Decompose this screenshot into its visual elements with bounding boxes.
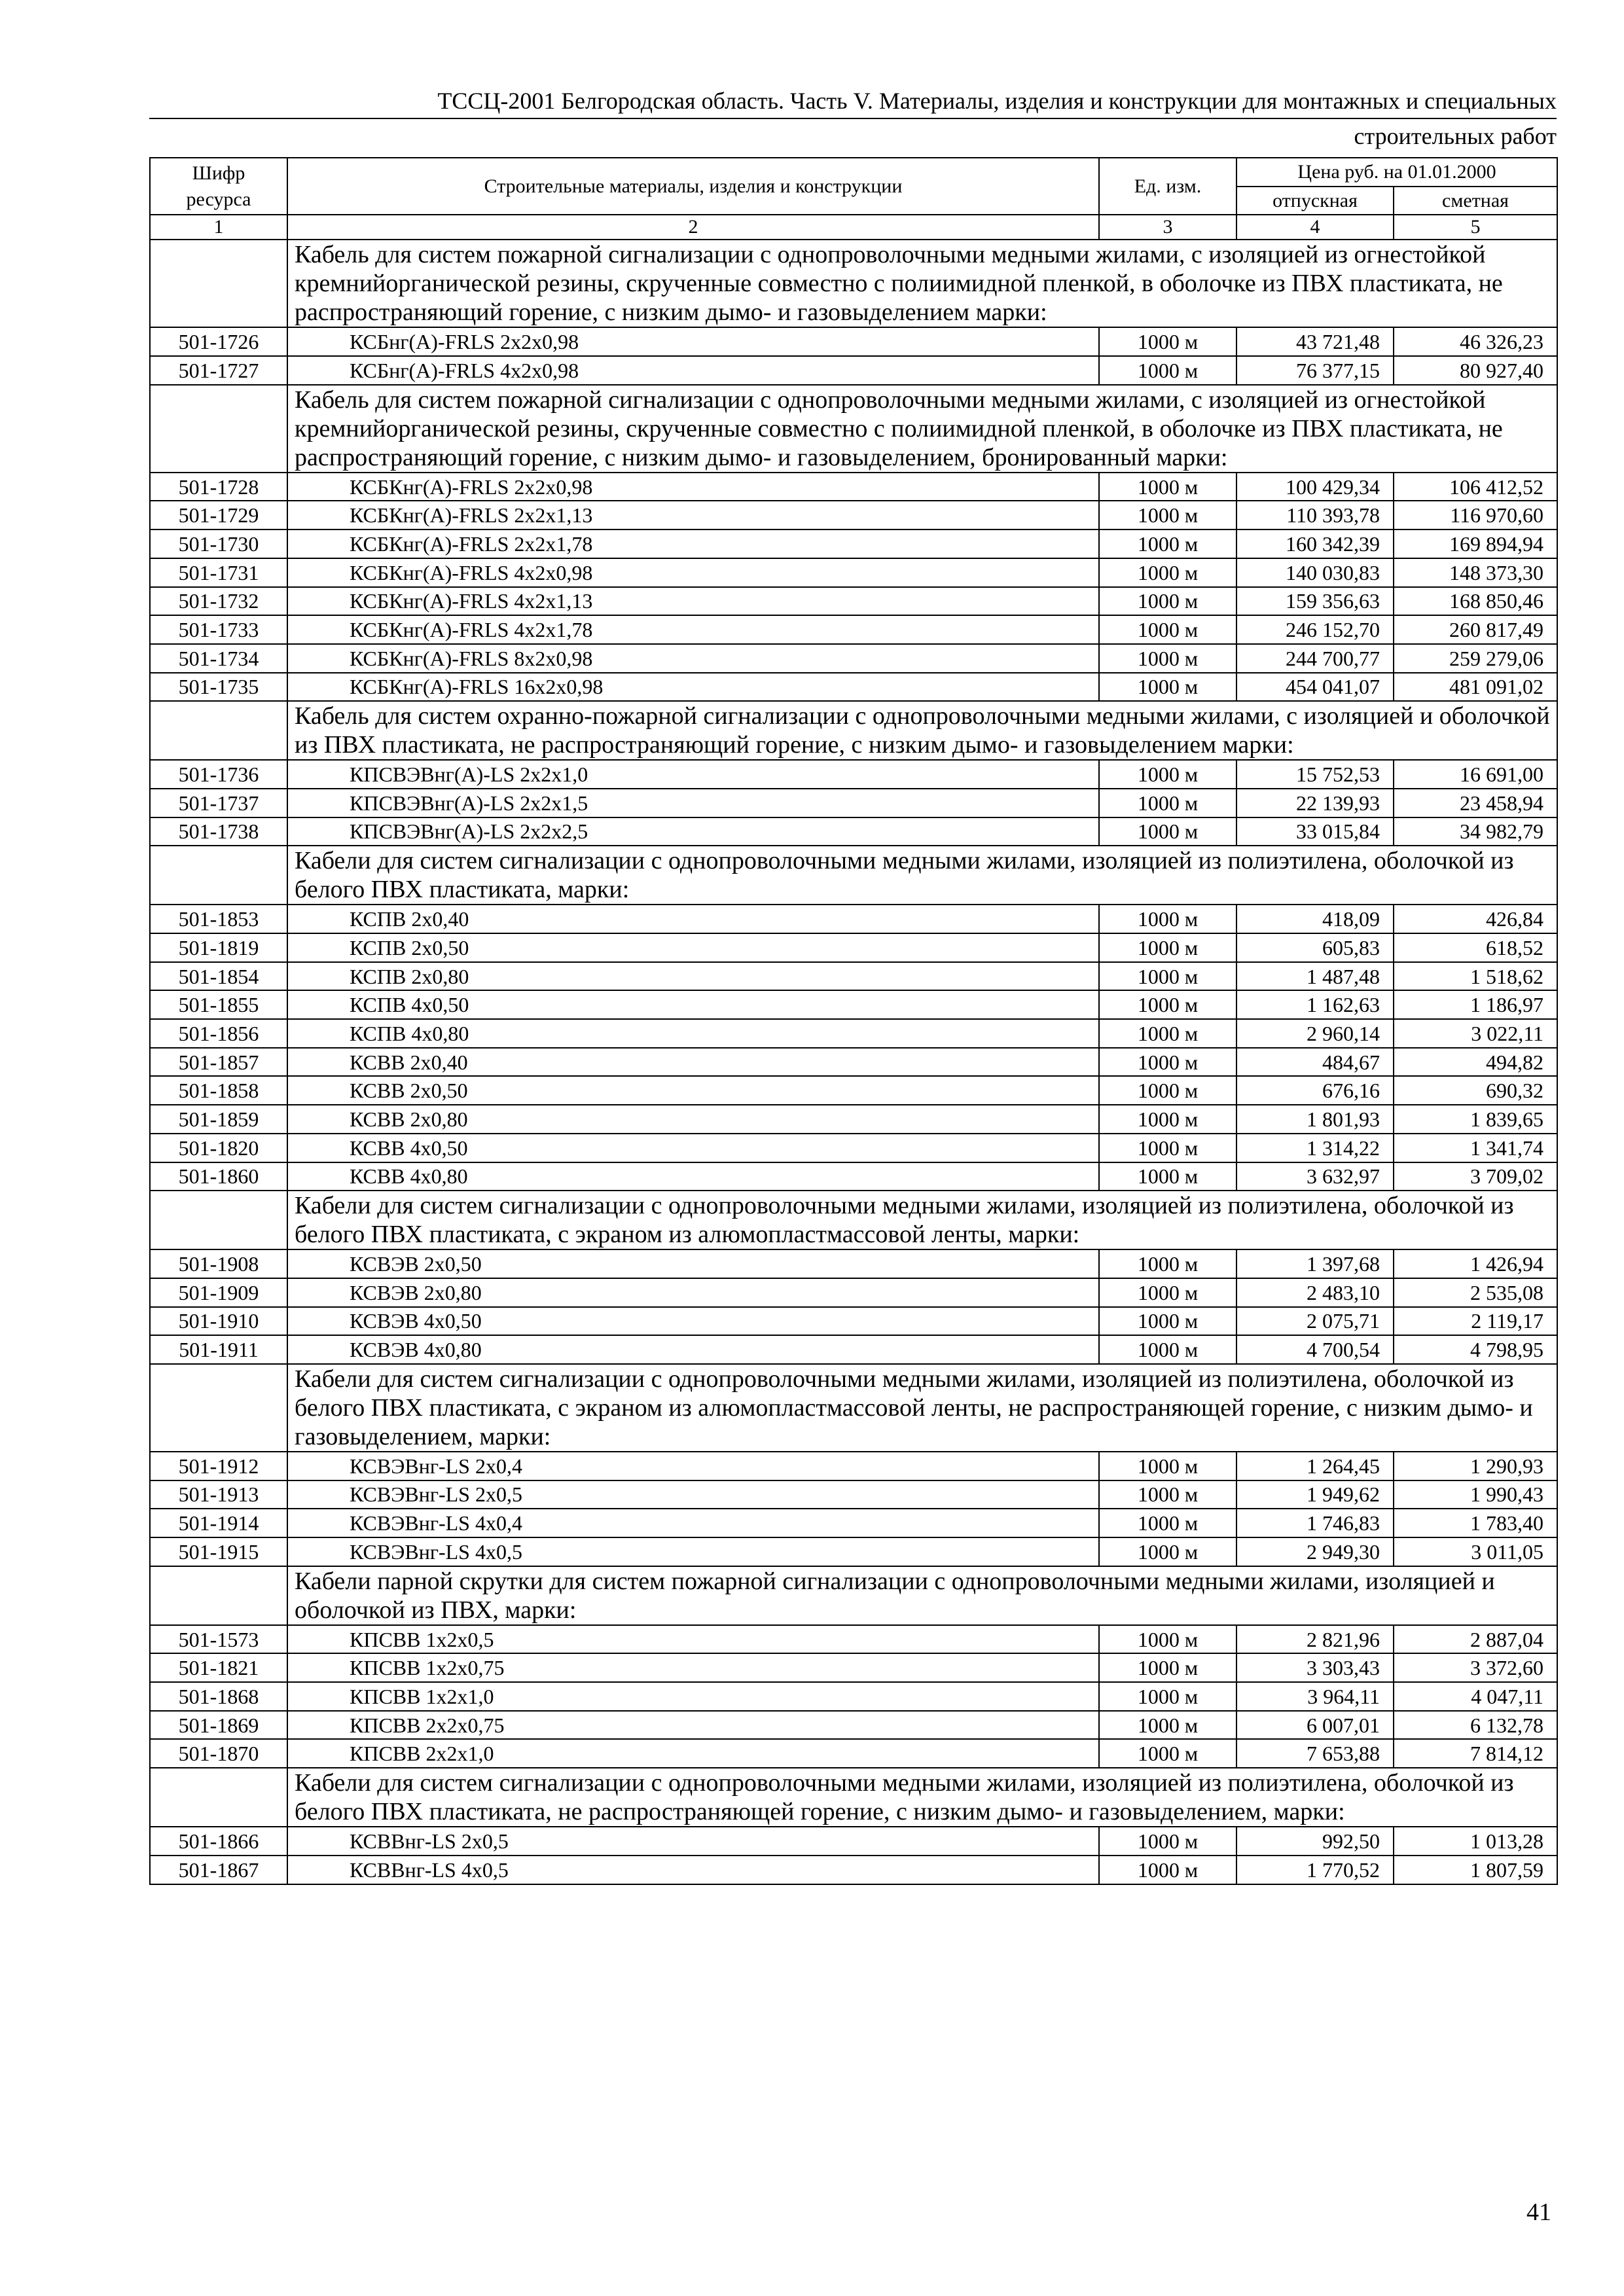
unit-cell: 1000 м bbox=[1099, 990, 1236, 1019]
unit-cell: 1000 м bbox=[1099, 587, 1236, 616]
release-price: 22 139,93 bbox=[1236, 789, 1394, 817]
unit-cell: 1000 м bbox=[1099, 817, 1236, 846]
unit-cell: 1000 м bbox=[1099, 1827, 1236, 1856]
release-price: 454 041,07 bbox=[1236, 673, 1394, 702]
estimate-price: 618,52 bbox=[1394, 933, 1557, 962]
release-price: 33 015,84 bbox=[1236, 817, 1394, 846]
resource-code: 501-1856 bbox=[150, 1019, 287, 1048]
estimate-price: 1 990,43 bbox=[1394, 1480, 1557, 1509]
section-header-row bbox=[150, 1768, 1557, 1827]
material-name: КСБКнг(А)-FRLS 4х2х1,78 bbox=[287, 615, 1099, 644]
material-name: КСВВ 2х0,80 bbox=[287, 1105, 1099, 1134]
unit-cell: 1000 м bbox=[1099, 1452, 1236, 1480]
release-price: 2 821,96 bbox=[1236, 1625, 1394, 1654]
release-price: 1 397,68 bbox=[1236, 1249, 1394, 1278]
table-row bbox=[150, 990, 1557, 1019]
table-row bbox=[150, 962, 1557, 991]
unit-cell: 1000 м bbox=[1099, 1162, 1236, 1191]
table-body bbox=[150, 240, 1557, 1884]
release-price: 1 162,63 bbox=[1236, 990, 1394, 1019]
table-row bbox=[150, 356, 1557, 385]
estimate-price: 4 798,95 bbox=[1394, 1335, 1557, 1364]
unit-cell: 1000 м bbox=[1099, 933, 1236, 962]
section-code-cell bbox=[150, 385, 287, 473]
release-price: 3 303,43 bbox=[1236, 1653, 1394, 1682]
section-description: Кабель для систем пожарной сигнализации с однопроволочными медными жилами, с изоляцией из огнестойкой кремнийорганической резины, скрученные совместно с полиимидной пленкой, в оболочке из ПВХ пластиката, не распространяющий горение, с низким дымо- и газовыделением, бронированный марки: bbox=[287, 385, 1557, 473]
resource-code: 501-1727 bbox=[150, 356, 287, 385]
unit-cell: 1000 м bbox=[1099, 1509, 1236, 1537]
resource-code: 501-1735 bbox=[150, 673, 287, 702]
unit-cell: 1000 м bbox=[1099, 615, 1236, 644]
estimate-price: 4 047,11 bbox=[1394, 1682, 1557, 1711]
unit-cell: 1000 м bbox=[1099, 1307, 1236, 1336]
col-header-code: Шифр ресурса bbox=[150, 158, 287, 215]
unit-cell: 1000 м bbox=[1099, 1739, 1236, 1768]
unit-cell: 1000 м bbox=[1099, 356, 1236, 385]
resource-code: 501-1819 bbox=[150, 933, 287, 962]
resource-code: 501-1867 bbox=[150, 1856, 287, 1884]
table-row bbox=[150, 1307, 1557, 1336]
material-name: КСВЭВнг-LS 4х0,4 bbox=[287, 1509, 1099, 1537]
estimate-price: 2 887,04 bbox=[1394, 1625, 1557, 1654]
unit-cell: 1000 м bbox=[1099, 1076, 1236, 1105]
material-name: КСВВ 2х0,50 bbox=[287, 1076, 1099, 1105]
section-description: Кабели для систем сигнализации с однопроволочными медными жилами, изоляцией из полиэтилена, оболочкой из белого ПВХ пластиката, с экраном из алюмопластмассовой ленты, не распространяющей горение, с низким дымо- и газовыделением, марки: bbox=[287, 1364, 1557, 1452]
material-name: КСБнг(А)-FRLS 4х2х0,98 bbox=[287, 356, 1099, 385]
release-price: 246 152,70 bbox=[1236, 615, 1394, 644]
resource-code: 501-1857 bbox=[150, 1048, 287, 1077]
estimate-price: 259 279,06 bbox=[1394, 644, 1557, 673]
section-header-row bbox=[150, 1364, 1557, 1452]
unit-cell: 1000 м bbox=[1099, 473, 1236, 501]
material-name: КПСВЭВнг(А)-LS 2х2х2,5 bbox=[287, 817, 1099, 846]
col-number-4: 4 bbox=[1236, 215, 1394, 240]
resource-code: 501-1728 bbox=[150, 473, 287, 501]
resource-code: 501-1573 bbox=[150, 1625, 287, 1654]
table-row bbox=[150, 933, 1557, 962]
resource-code: 501-1737 bbox=[150, 789, 287, 817]
table-row bbox=[150, 1711, 1557, 1740]
release-price: 1 770,52 bbox=[1236, 1856, 1394, 1884]
release-price: 7 653,88 bbox=[1236, 1739, 1394, 1768]
material-name: КСПВ 4х0,50 bbox=[287, 990, 1099, 1019]
estimate-price: 46 326,23 bbox=[1394, 327, 1557, 356]
price-table bbox=[149, 157, 1558, 1885]
estimate-price: 1 426,94 bbox=[1394, 1249, 1557, 1278]
material-name: КСБнг(А)-FRLS 2х2х0,98 bbox=[287, 327, 1099, 356]
material-name: КСПВ 2х0,80 bbox=[287, 962, 1099, 991]
estimate-price: 148 373,30 bbox=[1394, 558, 1557, 587]
material-name: КСПВ 2х0,40 bbox=[287, 905, 1099, 933]
unit-cell: 1000 м bbox=[1099, 1105, 1236, 1134]
unit-cell: 1000 м bbox=[1099, 1134, 1236, 1162]
unit-cell: 1000 м bbox=[1099, 760, 1236, 789]
table-row bbox=[150, 1249, 1557, 1278]
table-row bbox=[150, 327, 1557, 356]
estimate-price: 1 839,65 bbox=[1394, 1105, 1557, 1134]
estimate-price: 1 341,74 bbox=[1394, 1134, 1557, 1162]
section-header-row bbox=[150, 1191, 1557, 1249]
material-name: КСБКнг(А)-FRLS 16х2х0,98 bbox=[287, 673, 1099, 702]
unit-cell: 1000 м bbox=[1099, 1019, 1236, 1048]
unit-cell: 1000 м bbox=[1099, 962, 1236, 991]
resource-code: 501-1726 bbox=[150, 327, 287, 356]
release-price: 676,16 bbox=[1236, 1076, 1394, 1105]
table-row bbox=[150, 1452, 1557, 1480]
table-row bbox=[150, 1278, 1557, 1307]
material-name: КПСВВ 2х2х0,75 bbox=[287, 1711, 1099, 1740]
unit-cell: 1000 м bbox=[1099, 1856, 1236, 1884]
release-price: 6 007,01 bbox=[1236, 1711, 1394, 1740]
table-row bbox=[150, 473, 1557, 501]
material-name: КСВЭВнг-LS 2х0,4 bbox=[287, 1452, 1099, 1480]
release-price: 992,50 bbox=[1236, 1827, 1394, 1856]
release-price: 4 700,54 bbox=[1236, 1335, 1394, 1364]
release-price: 605,83 bbox=[1236, 933, 1394, 962]
unit-cell: 1000 м bbox=[1099, 1278, 1236, 1307]
col-number-5: 5 bbox=[1394, 215, 1557, 240]
release-price: 1 746,83 bbox=[1236, 1509, 1394, 1537]
release-price: 418,09 bbox=[1236, 905, 1394, 933]
section-header-row bbox=[150, 846, 1557, 905]
material-name: КСВВ 2х0,40 bbox=[287, 1048, 1099, 1077]
table-row bbox=[150, 1335, 1557, 1364]
table-row bbox=[150, 587, 1557, 616]
table-row bbox=[150, 1162, 1557, 1191]
table-row bbox=[150, 644, 1557, 673]
table-row bbox=[150, 1682, 1557, 1711]
section-code-cell bbox=[150, 846, 287, 905]
resource-code: 501-1912 bbox=[150, 1452, 287, 1480]
estimate-price: 3 011,05 bbox=[1394, 1537, 1557, 1566]
section-code-cell bbox=[150, 701, 287, 760]
section-code-cell bbox=[150, 240, 287, 327]
release-price: 100 429,34 bbox=[1236, 473, 1394, 501]
release-price: 1 314,22 bbox=[1236, 1134, 1394, 1162]
estimate-price: 168 850,46 bbox=[1394, 587, 1557, 616]
material-name: КСВВнг-LS 4х0,5 bbox=[287, 1856, 1099, 1884]
unit-cell: 1000 м bbox=[1099, 644, 1236, 673]
table-row bbox=[150, 1856, 1557, 1884]
material-name: КСВЭВнг-LS 2х0,5 bbox=[287, 1480, 1099, 1509]
table-row bbox=[150, 1019, 1557, 1048]
unit-cell: 1000 м bbox=[1099, 673, 1236, 702]
table-row bbox=[150, 1739, 1557, 1768]
material-name: КПСВВ 2х2х1,0 bbox=[287, 1739, 1099, 1768]
resource-code: 501-1855 bbox=[150, 990, 287, 1019]
material-name: КПСВЭВнг(А)-LS 2х2х1,5 bbox=[287, 789, 1099, 817]
header-title-line2: строительных работ bbox=[1354, 123, 1557, 149]
page-number: 41 bbox=[1526, 2198, 1551, 2226]
resource-code: 501-1913 bbox=[150, 1480, 287, 1509]
resource-code: 501-1866 bbox=[150, 1827, 287, 1856]
release-price: 76 377,15 bbox=[1236, 356, 1394, 385]
resource-code: 501-1734 bbox=[150, 644, 287, 673]
col-header-unit: Ед. изм. bbox=[1099, 158, 1236, 215]
section-description: Кабель для систем пожарной сигнализации с однопроволочными медными жилами, с изоляцией из огнестойкой кремнийорганической резины, скрученные совместно с полиимидной пленкой, в оболочке из ПВХ пластиката, не распространяющий горение, с низким дымо- и газовыделением марки: bbox=[287, 240, 1557, 327]
release-price: 484,67 bbox=[1236, 1048, 1394, 1077]
unit-cell: 1000 м bbox=[1099, 905, 1236, 933]
unit-cell: 1000 м bbox=[1099, 327, 1236, 356]
resource-code: 501-1729 bbox=[150, 501, 287, 529]
resource-code: 501-1820 bbox=[150, 1134, 287, 1162]
estimate-price: 481 091,02 bbox=[1394, 673, 1557, 702]
resource-code: 501-1730 bbox=[150, 529, 287, 558]
resource-code: 501-1821 bbox=[150, 1653, 287, 1682]
unit-cell: 1000 м bbox=[1099, 1480, 1236, 1509]
estimate-price: 1 807,59 bbox=[1394, 1856, 1557, 1884]
material-name: КСВЭВ 2х0,80 bbox=[287, 1278, 1099, 1307]
resource-code: 501-1911 bbox=[150, 1335, 287, 1364]
table-row bbox=[150, 1827, 1557, 1856]
resource-code: 501-1853 bbox=[150, 905, 287, 933]
estimate-price: 169 894,94 bbox=[1394, 529, 1557, 558]
resource-code: 501-1908 bbox=[150, 1249, 287, 1278]
col-number-1: 1 bbox=[150, 215, 287, 240]
table-row bbox=[150, 1105, 1557, 1134]
table-row bbox=[150, 673, 1557, 702]
table-row bbox=[150, 817, 1557, 846]
material-name: КСВЭВ 4х0,50 bbox=[287, 1307, 1099, 1336]
section-header-row bbox=[150, 1566, 1557, 1625]
resource-code: 501-1910 bbox=[150, 1307, 287, 1336]
material-name: КСПВ 2х0,50 bbox=[287, 933, 1099, 962]
col-number-3: 3 bbox=[1099, 215, 1236, 240]
table-row bbox=[150, 1480, 1557, 1509]
resource-code: 501-1909 bbox=[150, 1278, 287, 1307]
table-row bbox=[150, 558, 1557, 587]
material-name: КПСВЭВнг(А)-LS 2х2х1,0 bbox=[287, 760, 1099, 789]
estimate-price: 690,32 bbox=[1394, 1076, 1557, 1105]
estimate-price: 1 783,40 bbox=[1394, 1509, 1557, 1537]
table-row bbox=[150, 760, 1557, 789]
material-name: КСВВ 4х0,80 bbox=[287, 1162, 1099, 1191]
resource-code: 501-1732 bbox=[150, 587, 287, 616]
material-name: КСПВ 4х0,80 bbox=[287, 1019, 1099, 1048]
material-name: КСВЭВнг-LS 4х0,5 bbox=[287, 1537, 1099, 1566]
release-price: 2 075,71 bbox=[1236, 1307, 1394, 1336]
release-price: 1 264,45 bbox=[1236, 1452, 1394, 1480]
resource-code: 501-1860 bbox=[150, 1162, 287, 1191]
estimate-price: 1 013,28 bbox=[1394, 1827, 1557, 1856]
col-number-2: 2 bbox=[287, 215, 1099, 240]
material-name: КСВВнг-LS 2х0,5 bbox=[287, 1827, 1099, 1856]
resource-code: 501-1738 bbox=[150, 817, 287, 846]
material-name: КСВЭВ 4х0,80 bbox=[287, 1335, 1099, 1364]
table-row bbox=[150, 1076, 1557, 1105]
estimate-price: 106 412,52 bbox=[1394, 473, 1557, 501]
resource-code: 501-1858 bbox=[150, 1076, 287, 1105]
material-name: КСБКнг(А)-FRLS 2х2х1,13 bbox=[287, 501, 1099, 529]
release-price: 2 960,14 bbox=[1236, 1019, 1394, 1048]
unit-cell: 1000 м bbox=[1099, 558, 1236, 587]
estimate-price: 1 186,97 bbox=[1394, 990, 1557, 1019]
release-price: 1 487,48 bbox=[1236, 962, 1394, 991]
material-name: КСБКнг(А)-FRLS 4х2х1,13 bbox=[287, 587, 1099, 616]
estimate-price: 6 132,78 bbox=[1394, 1711, 1557, 1740]
estimate-price: 80 927,40 bbox=[1394, 356, 1557, 385]
release-price: 2 483,10 bbox=[1236, 1278, 1394, 1307]
table-row bbox=[150, 1653, 1557, 1682]
section-description: Кабели для систем сигнализации с однопроволочными медными жилами, изоляцией из полиэтилена, оболочкой из белого ПВХ пластиката, с экраном из алюмопластмассовой ленты, марки: bbox=[287, 1191, 1557, 1249]
estimate-price: 116 970,60 bbox=[1394, 501, 1557, 529]
estimate-price: 23 458,94 bbox=[1394, 789, 1557, 817]
table-row bbox=[150, 501, 1557, 529]
estimate-price: 1 290,93 bbox=[1394, 1452, 1557, 1480]
unit-cell: 1000 м bbox=[1099, 1537, 1236, 1566]
resource-code: 501-1733 bbox=[150, 615, 287, 644]
table-row bbox=[150, 1134, 1557, 1162]
material-name: КСБКнг(А)-FRLS 4х2х0,98 bbox=[287, 558, 1099, 587]
section-header-row bbox=[150, 240, 1557, 327]
unit-cell: 1000 м bbox=[1099, 1249, 1236, 1278]
release-price: 159 356,63 bbox=[1236, 587, 1394, 616]
table-row bbox=[150, 1537, 1557, 1566]
estimate-price: 3 022,11 bbox=[1394, 1019, 1557, 1048]
table-row bbox=[150, 529, 1557, 558]
column-number-row bbox=[150, 215, 1557, 240]
release-price: 3 964,11 bbox=[1236, 1682, 1394, 1711]
unit-cell: 1000 м bbox=[1099, 1711, 1236, 1740]
section-code-cell bbox=[150, 1191, 287, 1249]
header-title-line1: ТССЦ-2001 Белгородская область. Часть V. Материалы, изделия и конструкции для монтажных и специальных bbox=[149, 84, 1557, 119]
resource-code: 501-1859 bbox=[150, 1105, 287, 1134]
section-description: Кабель для систем охранно-пожарной сигнализации с однопроволочными медными жилами, с изоляцией и оболочкой из ПВХ пластиката, не распространяющий горение, с низким дымо- и газовыделением марки: bbox=[287, 701, 1557, 760]
estimate-price: 1 518,62 bbox=[1394, 962, 1557, 991]
release-price: 1 949,62 bbox=[1236, 1480, 1394, 1509]
unit-cell: 1000 м bbox=[1099, 1682, 1236, 1711]
release-price: 15 752,53 bbox=[1236, 760, 1394, 789]
release-price: 110 393,78 bbox=[1236, 501, 1394, 529]
unit-cell: 1000 м bbox=[1099, 1048, 1236, 1077]
unit-cell: 1000 м bbox=[1099, 1335, 1236, 1364]
section-code-cell bbox=[150, 1364, 287, 1452]
section-description: Кабели парной скрутки для систем пожарной сигнализации с однопроволочными медными жилами, изоляцией и оболочкой из ПВХ, марки: bbox=[287, 1566, 1557, 1625]
release-price: 160 342,39 bbox=[1236, 529, 1394, 558]
table-row bbox=[150, 1625, 1557, 1654]
resource-code: 501-1854 bbox=[150, 962, 287, 991]
estimate-price: 2 119,17 bbox=[1394, 1307, 1557, 1336]
col-header-materials: Строительные материалы, изделия и конструкции bbox=[287, 158, 1099, 215]
estimate-price: 34 982,79 bbox=[1394, 817, 1557, 846]
resource-code: 501-1731 bbox=[150, 558, 287, 587]
section-description: Кабели для систем сигнализации с однопроволочными медными жилами, изоляцией из полиэтилена, оболочкой из белого ПВХ пластиката, марки: bbox=[287, 846, 1557, 905]
col-header-price: Цена руб. на 01.01.2000 bbox=[1236, 158, 1557, 187]
resource-code: 501-1869 bbox=[150, 1711, 287, 1740]
estimate-price: 7 814,12 bbox=[1394, 1739, 1557, 1768]
release-price: 43 721,48 bbox=[1236, 327, 1394, 356]
table-row bbox=[150, 615, 1557, 644]
section-header-row bbox=[150, 701, 1557, 760]
material-name: КПСВВ 1х2х1,0 bbox=[287, 1682, 1099, 1711]
unit-cell: 1000 м bbox=[1099, 501, 1236, 529]
section-code-cell bbox=[150, 1768, 287, 1827]
estimate-price: 494,82 bbox=[1394, 1048, 1557, 1077]
estimate-price: 3 709,02 bbox=[1394, 1162, 1557, 1191]
estimate-price: 16 691,00 bbox=[1394, 760, 1557, 789]
unit-cell: 1000 м bbox=[1099, 529, 1236, 558]
release-price: 140 030,83 bbox=[1236, 558, 1394, 587]
estimate-price: 2 535,08 bbox=[1394, 1278, 1557, 1307]
resource-code: 501-1915 bbox=[150, 1537, 287, 1566]
unit-cell: 1000 м bbox=[1099, 789, 1236, 817]
resource-code: 501-1870 bbox=[150, 1739, 287, 1768]
table-row bbox=[150, 1509, 1557, 1537]
material-name: КПСВВ 1х2х0,5 bbox=[287, 1625, 1099, 1654]
material-name: КСБКнг(А)-FRLS 2х2х1,78 bbox=[287, 529, 1099, 558]
release-price: 1 801,93 bbox=[1236, 1105, 1394, 1134]
resource-code: 501-1736 bbox=[150, 760, 287, 789]
estimate-price: 426,84 bbox=[1394, 905, 1557, 933]
unit-cell: 1000 м bbox=[1099, 1653, 1236, 1682]
material-name: КСВВ 4х0,50 bbox=[287, 1134, 1099, 1162]
page-header bbox=[149, 84, 1557, 153]
section-description: Кабели для систем сигнализации с однопроволочными медными жилами, изоляцией из полиэтилена, оболочкой из белого ПВХ пластиката, не распространяющей горение, с низким дымо- и газовыделением, марки: bbox=[287, 1768, 1557, 1827]
material-name: КСБКнг(А)-FRLS 8х2х0,98 bbox=[287, 644, 1099, 673]
release-price: 3 632,97 bbox=[1236, 1162, 1394, 1191]
material-name: КПСВВ 1х2х0,75 bbox=[287, 1653, 1099, 1682]
material-name: КСВЭВ 2х0,50 bbox=[287, 1249, 1099, 1278]
table-row bbox=[150, 1048, 1557, 1077]
col-header-estimate: сметная bbox=[1394, 187, 1557, 215]
table-row bbox=[150, 905, 1557, 933]
resource-code: 501-1914 bbox=[150, 1509, 287, 1537]
table-row bbox=[150, 789, 1557, 817]
release-price: 2 949,30 bbox=[1236, 1537, 1394, 1566]
estimate-price: 260 817,49 bbox=[1394, 615, 1557, 644]
unit-cell: 1000 м bbox=[1099, 1625, 1236, 1654]
release-price: 244 700,77 bbox=[1236, 644, 1394, 673]
section-header-row bbox=[150, 385, 1557, 473]
col-header-release: отпускная bbox=[1236, 187, 1394, 215]
section-code-cell bbox=[150, 1566, 287, 1625]
material-name: КСБКнг(А)-FRLS 2х2х0,98 bbox=[287, 473, 1099, 501]
resource-code: 501-1868 bbox=[150, 1682, 287, 1711]
estimate-price: 3 372,60 bbox=[1394, 1653, 1557, 1682]
